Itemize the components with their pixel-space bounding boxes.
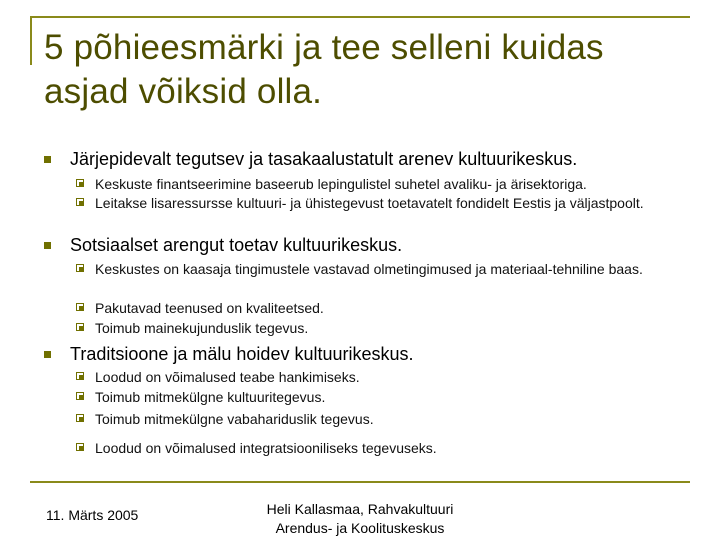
- list-item: Leitakse lisaressursse kultuuri- ja ühistegevust toetavatelt fondidelt Eestis ja väljastpoolt.: [95, 195, 644, 211]
- footer-author: [250, 500, 470, 538]
- section-3-item-4: [44, 439, 684, 458]
- footer-author-line-2: Arendus- ja Koolituskeskus: [275, 520, 445, 536]
- list-item: Toimub mitmekülgne kultuuritegevus.: [95, 389, 326, 405]
- list-item: Keskuste finantseerimine baseerub lepingulistel suhetel avaliku- ja ärisektoriga.: [95, 176, 587, 192]
- section-1-item-2: [44, 194, 684, 213]
- section-1-item-1: [44, 175, 684, 194]
- slide-title: 5 põhieesmärki ja tee selleni kuidas asjad võiksid olla.: [44, 28, 604, 111]
- square-bullet-icon: [44, 351, 51, 358]
- section-heading: Sotsiaalset arengut toetav kultuurikeskus.: [70, 235, 403, 255]
- section-3: [44, 343, 684, 365]
- checkbox-bullet-icon: [76, 372, 84, 380]
- square-bullet-icon: [44, 156, 51, 163]
- footer-divider: [30, 481, 690, 483]
- section-3-item-1: [44, 368, 684, 387]
- title-frame-left: [30, 16, 32, 65]
- checkbox-bullet-icon: [76, 179, 84, 187]
- list-item: Pakutavad teenused on kvaliteetsed.: [95, 300, 324, 316]
- section-2-item-2: [44, 299, 684, 318]
- section-2: [44, 234, 684, 256]
- list-item: Loodud on võimalused teabe hankimiseks.: [95, 369, 360, 385]
- footer-author-line-1: Heli Kallasmaa, Rahvakultuuri: [266, 501, 454, 517]
- list-item: Keskustes on kaasaja tingimustele vastavad olmetingimused ja materiaal-tehniline baas.: [95, 261, 643, 277]
- checkbox-bullet-icon: [76, 392, 84, 400]
- checkbox-bullet-icon: [76, 264, 84, 272]
- checkbox-bullet-icon: [76, 198, 84, 206]
- square-bullet-icon: [44, 242, 51, 249]
- section-3-item-2: [44, 388, 684, 407]
- checkbox-bullet-icon: [76, 443, 84, 451]
- title-frame-top: [30, 16, 690, 18]
- section-2-item-1: [44, 260, 684, 279]
- section-1: [44, 148, 684, 170]
- checkbox-bullet-icon: [76, 323, 84, 331]
- list-item: Toimub mainekujunduslik tegevus.: [95, 320, 309, 336]
- section-2-item-3: [44, 319, 684, 338]
- section-heading: Järjepidevalt tegutsev ja tasakaalustatult arenev kultuurikeskus.: [70, 149, 578, 169]
- section-3-item-3: [44, 410, 684, 429]
- footer-date: 11. Märts 2005: [46, 507, 139, 523]
- checkbox-bullet-icon: [76, 303, 84, 311]
- list-item: Toimub mitmekülgne vabahariduslik tegevus.: [95, 411, 374, 427]
- section-heading: Traditsioone ja mälu hoidev kultuurikeskus.: [70, 344, 414, 364]
- checkbox-bullet-icon: [76, 414, 84, 422]
- list-item: Loodud on võimalused integratsiooniliseks tegevuseks.: [95, 440, 437, 456]
